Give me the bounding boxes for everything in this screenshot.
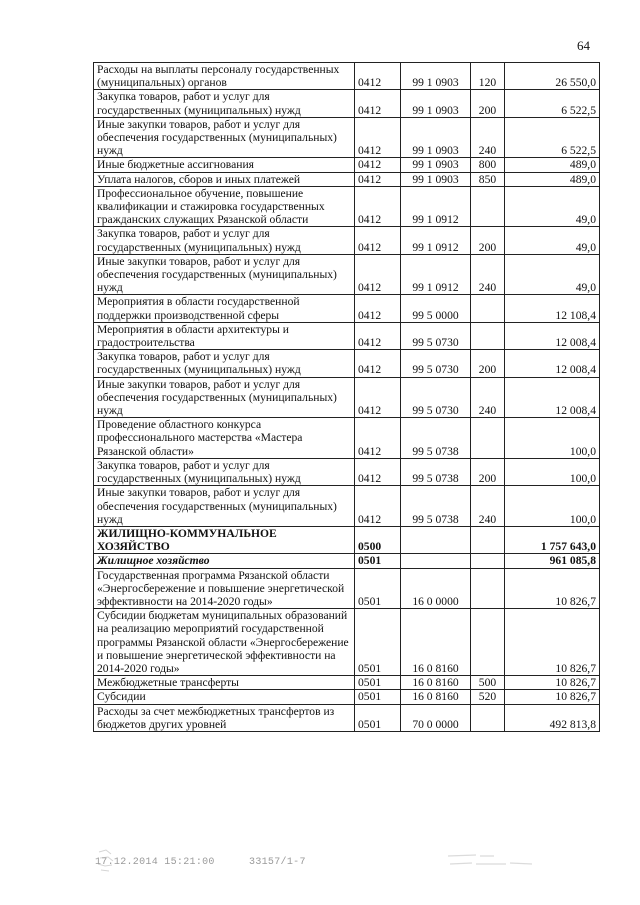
registration-stamp: [446, 850, 536, 872]
table-row: [94, 554, 600, 568]
row-expense-type: [471, 568, 505, 609]
row-name: Закупка товаров, работ и услуг для государственных (муниципальных) нужд: [94, 458, 355, 485]
row-name: Иные закупки товаров, работ и услуг для обеспечения государственных (муниципальных) нужд: [94, 254, 355, 295]
row-target-article: 16 0 8160: [401, 690, 471, 704]
row-name: Субсидии: [94, 690, 355, 704]
table-row: [94, 90, 600, 117]
table-row: [94, 350, 600, 377]
row-expense-type: 500: [471, 676, 505, 690]
row-target-article: 16 0 0000: [401, 568, 471, 609]
row-expense-type: 200: [471, 227, 505, 254]
row-section-code: 0412: [355, 63, 401, 90]
row-amount: 49,0: [505, 186, 600, 227]
page-number: 64: [577, 38, 590, 53]
row-expense-type: [471, 554, 505, 568]
row-name: ЖИЛИЩНО-КОММУНАЛЬНОЕ ХОЗЯЙСТВО: [94, 526, 355, 553]
table-row: [94, 322, 600, 349]
row-target-article: 99 1 0903: [401, 90, 471, 117]
table-row: [94, 418, 600, 459]
row-amount: 961 085,8: [505, 554, 600, 568]
table-row: [94, 295, 600, 322]
row-target-article: 16 0 8160: [401, 609, 471, 676]
table-row: [94, 676, 600, 690]
row-name: Государственная программа Рязанской области «Энергосбережение и повышение энергетической эффективности на 2014-2020 годы»: [94, 568, 355, 609]
row-section-code: 0501: [355, 554, 401, 568]
row-target-article: [401, 554, 471, 568]
document-footer: [95, 857, 334, 868]
row-section-code: 0412: [355, 254, 401, 295]
row-section-code: 0412: [355, 186, 401, 227]
row-target-article: 99 1 0903: [401, 117, 471, 158]
row-target-article: 99 1 0903: [401, 158, 471, 172]
row-expense-type: [471, 526, 505, 553]
table-row: [94, 458, 600, 485]
row-expense-type: 800: [471, 158, 505, 172]
row-name: Закупка товаров, работ и услуг для государственных (муниципальных) нужд: [94, 90, 355, 117]
row-expense-type: [471, 295, 505, 322]
row-amount: 6 522,5: [505, 117, 600, 158]
row-amount: 10 826,7: [505, 676, 600, 690]
row-section-code: 0412: [355, 377, 401, 418]
table-row: [94, 63, 600, 90]
row-expense-type: [471, 322, 505, 349]
row-expense-type: 200: [471, 458, 505, 485]
row-target-article: 99 5 0730: [401, 322, 471, 349]
footer-doc-id: 33157/1-7: [249, 857, 306, 868]
row-target-article: 99 5 0730: [401, 377, 471, 418]
row-expense-type: 240: [471, 117, 505, 158]
row-target-article: 99 5 0000: [401, 295, 471, 322]
row-target-article: 99 1 0912: [401, 186, 471, 227]
row-target-article: 99 5 0738: [401, 458, 471, 485]
table-row: [94, 377, 600, 418]
row-expense-type: 200: [471, 350, 505, 377]
row-amount: 100,0: [505, 458, 600, 485]
row-amount: 12 008,4: [505, 377, 600, 418]
row-amount: 489,0: [505, 158, 600, 172]
row-section-code: 0412: [355, 295, 401, 322]
row-section-code: 0412: [355, 486, 401, 527]
row-section-code: 0412: [355, 458, 401, 485]
row-expense-type: 520: [471, 690, 505, 704]
row-amount: 492 813,8: [505, 704, 600, 731]
row-name: Проведение областного конкурса профессионального мастерства «Мастера Рязанской области»: [94, 418, 355, 459]
row-name: Уплата налогов, сборов и иных платежей: [94, 172, 355, 186]
row-expense-type: 240: [471, 377, 505, 418]
row-section-code: 0412: [355, 227, 401, 254]
row-name: Жилищное хозяйство: [94, 554, 355, 568]
row-expense-type: [471, 609, 505, 676]
row-target-article: [401, 526, 471, 553]
row-expense-type: 850: [471, 172, 505, 186]
row-target-article: 99 1 0912: [401, 227, 471, 254]
row-amount: 1 757 643,0: [505, 526, 600, 553]
table-row: [94, 690, 600, 704]
table-row: [94, 704, 600, 731]
row-expense-type: 120: [471, 63, 505, 90]
row-amount: 10 826,7: [505, 690, 600, 704]
row-name: Иные закупки товаров, работ и услуг для обеспечения государственных (муниципальных) нужд: [94, 377, 355, 418]
row-section-code: 0412: [355, 172, 401, 186]
row-amount: 49,0: [505, 254, 600, 295]
row-amount: 100,0: [505, 418, 600, 459]
row-name: Закупка товаров, работ и услуг для государственных (муниципальных) нужд: [94, 350, 355, 377]
row-section-code: 0501: [355, 568, 401, 609]
table-row: [94, 568, 600, 609]
row-expense-type: 240: [471, 254, 505, 295]
row-amount: 12 008,4: [505, 322, 600, 349]
row-target-article: 99 5 0738: [401, 486, 471, 527]
table-row: [94, 526, 600, 553]
row-amount: 10 826,7: [505, 568, 600, 609]
row-name: Иные бюджетные ассигнования: [94, 158, 355, 172]
row-target-article: 99 1 0903: [401, 63, 471, 90]
row-section-code: 0412: [355, 350, 401, 377]
row-amount: 49,0: [505, 227, 600, 254]
row-expense-type: [471, 704, 505, 731]
budget-table: [93, 62, 600, 732]
table-row: [94, 227, 600, 254]
row-name: Иные закупки товаров, работ и услуг для обеспечения государственных (муниципальных) нужд: [94, 486, 355, 527]
row-amount: 489,0: [505, 172, 600, 186]
row-name: Субсидии бюджетам муниципальных образований на реализацию мероприятий государственной программы Рязанской области «Энергосбережение и повышение энергетической эффективности на 2014-2020 годы»: [94, 609, 355, 676]
row-section-code: 0501: [355, 704, 401, 731]
row-amount: 100,0: [505, 486, 600, 527]
row-target-article: 99 1 0912: [401, 254, 471, 295]
row-target-article: 99 5 0738: [401, 418, 471, 459]
row-target-article: 16 0 8160: [401, 676, 471, 690]
row-expense-type: 240: [471, 486, 505, 527]
row-section-code: 0500: [355, 526, 401, 553]
row-section-code: 0412: [355, 90, 401, 117]
row-amount: 12 108,4: [505, 295, 600, 322]
row-name: Расходы на выплаты персоналу государственных (муниципальных) органов: [94, 63, 355, 90]
row-expense-type: [471, 418, 505, 459]
row-name: Иные закупки товаров, работ и услуг для обеспечения государственных (муниципальных) нужд: [94, 117, 355, 158]
row-section-code: 0412: [355, 158, 401, 172]
budget-table-body: [94, 63, 600, 732]
row-section-code: 0412: [355, 418, 401, 459]
row-name: Межбюджетные трансферты: [94, 676, 355, 690]
table-row: [94, 254, 600, 295]
row-expense-type: 200: [471, 90, 505, 117]
row-target-article: 70 0 0000: [401, 704, 471, 731]
table-row: [94, 609, 600, 676]
row-name: Закупка товаров, работ и услуг для государственных (муниципальных) нужд: [94, 227, 355, 254]
table-row: [94, 117, 600, 158]
row-section-code: 0501: [355, 609, 401, 676]
row-target-article: 99 1 0903: [401, 172, 471, 186]
row-amount: 10 826,7: [505, 609, 600, 676]
table-row: [94, 186, 600, 227]
row-name: Расходы за счет межбюджетных трансфертов из бюджетов других уровней: [94, 704, 355, 731]
row-expense-type: [471, 186, 505, 227]
row-section-code: 0412: [355, 322, 401, 349]
row-target-article: 99 5 0730: [401, 350, 471, 377]
row-section-code: 0501: [355, 690, 401, 704]
table-row: [94, 158, 600, 172]
row-section-code: 0501: [355, 676, 401, 690]
row-amount: 6 522,5: [505, 90, 600, 117]
row-name: Мероприятия в области архитектуры и градостроительства: [94, 322, 355, 349]
table-row: [94, 486, 600, 527]
row-name: Мероприятия в области государственной поддержки производственной сферы: [94, 295, 355, 322]
row-amount: 26 550,0: [505, 63, 600, 90]
table-row: [94, 172, 600, 186]
row-section-code: 0412: [355, 117, 401, 158]
row-amount: 12 008,4: [505, 350, 600, 377]
row-name: Профессиональное обучение, повышение квалификации и стажировка государственных гражданских служащих Рязанской области: [94, 186, 355, 227]
footer-timestamp: 17.12.2014 15:21:00: [95, 857, 215, 868]
